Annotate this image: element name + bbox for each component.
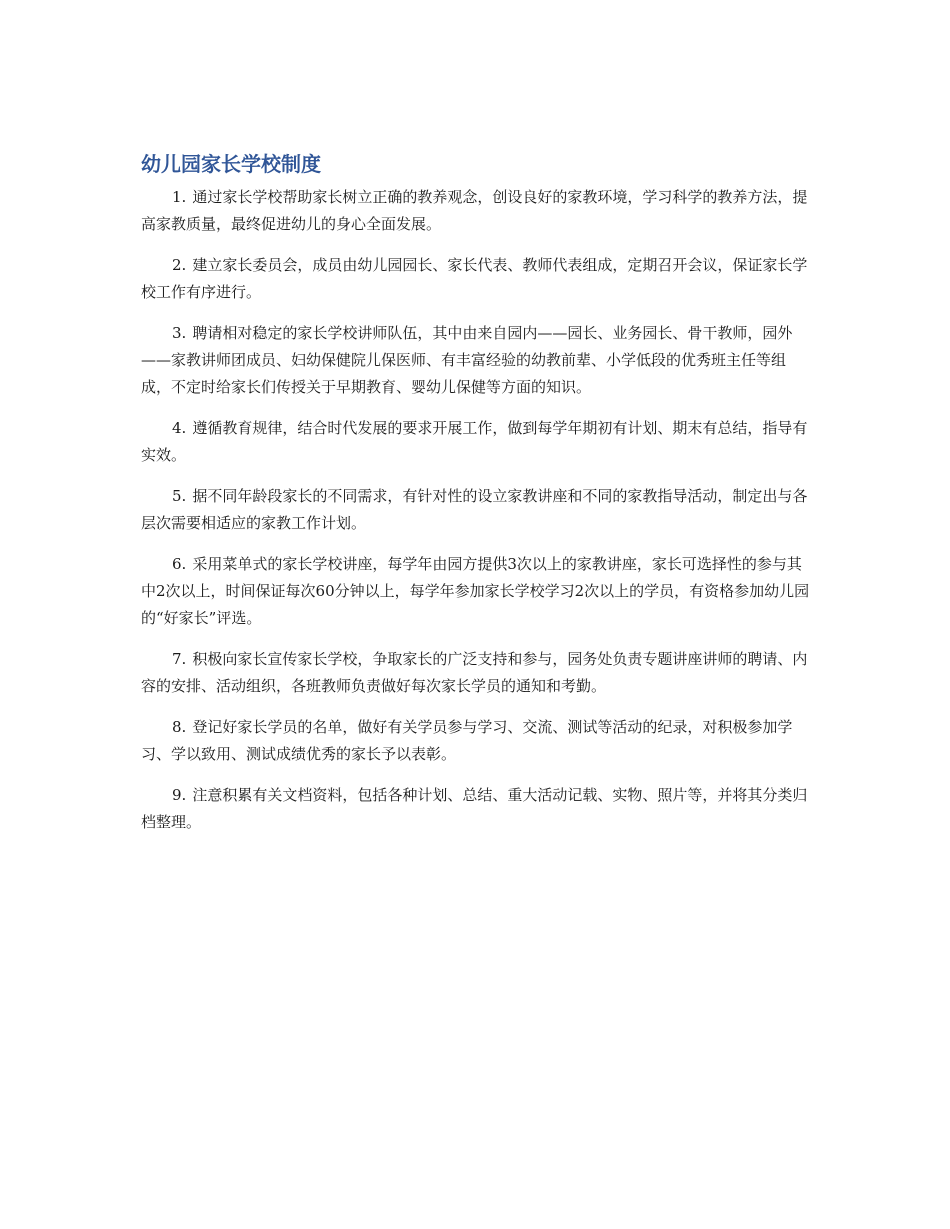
paragraph-9 <box>141 782 811 836</box>
paragraph-text: 遵循教育规律，结合时代发展的要求开展工作，做到每学年期初有计划、期末有总结，指导有实效。 <box>141 419 808 464</box>
paragraph-8 <box>141 714 811 768</box>
paragraph-text: 通过家长学校帮助家长树立正确的教养观念，创设良好的家教环境，学习科学的教养方法，提高家教质量，最终促进幼儿的身心全面发展。 <box>141 188 808 233</box>
paragraph-number: 8. <box>172 718 187 736</box>
paragraph-number: 1. <box>172 188 187 206</box>
paragraph-number: 4. <box>172 419 187 437</box>
paragraph-number: 7. <box>172 650 187 668</box>
paragraph-5 <box>141 483 811 537</box>
paragraph-number: 6. <box>172 555 187 573</box>
paragraph-text: 据不同年龄段家长的不同需求，有针对性的设立家教讲座和不同的家教指导活动，制定出与各层次需要相适应的家教工作计划。 <box>141 487 808 532</box>
paragraph-text: 积极向家长宣传家长学校，争取家长的广泛支持和参与，园务处负责专题讲座讲师的聘请、内容的安排、活动组织，各班教师负责做好每次家长学员的通知和考勤。 <box>141 650 808 695</box>
paragraph-7 <box>141 646 811 700</box>
paragraph-number: 2. <box>172 256 187 274</box>
document-body <box>141 150 811 850</box>
paragraph-number: 9. <box>172 786 187 804</box>
paragraph-number: 3. <box>172 324 187 342</box>
paragraph-1 <box>141 184 811 238</box>
paragraph-4 <box>141 415 811 469</box>
paragraph-text: 注意积累有关文档资料，包括各种计划、总结、重大活动记载、实物、照片等，并将其分类归档整理。 <box>141 786 808 831</box>
document-title: 幼儿园家长学校制度 <box>141 152 321 176</box>
paragraph-3 <box>141 320 811 401</box>
paragraph-2 <box>141 252 811 306</box>
paragraph-text: 登记好家长学员的名单，做好有关学员参与学习、交流、测试等活动的纪录，对积极参加学习、学以致用、测试成绩优秀的家长予以表彰。 <box>141 718 793 763</box>
paragraph-number: 5. <box>172 487 187 505</box>
paragraph-text: 聘请相对稳定的家长学校讲师队伍，其中由来自园内——园长、业务园长、骨干教师，园外——家教讲师团成员、妇幼保健院儿保医师、有丰富经验的幼教前辈、小学低段的优秀班主任等组成，不定时给家长们传授关于早期教育、婴幼儿保健等方面的知识。 <box>141 324 793 396</box>
paragraph-text: 建立家长委员会，成员由幼儿园园长、家长代表、教师代表组成，定期召开会议，保证家长学校工作有序进行。 <box>141 256 808 301</box>
paragraph-6 <box>141 551 811 632</box>
paragraph-text: 采用菜单式的家长学校讲座，每学年由园方提供3次以上的家教讲座，家长可选择性的参与其中2次以上，时间保证每次60分钟以上，每学年参加家长学校学习2次以上的学员，有资格参加幼儿园的“好家长”评选。 <box>141 555 810 627</box>
